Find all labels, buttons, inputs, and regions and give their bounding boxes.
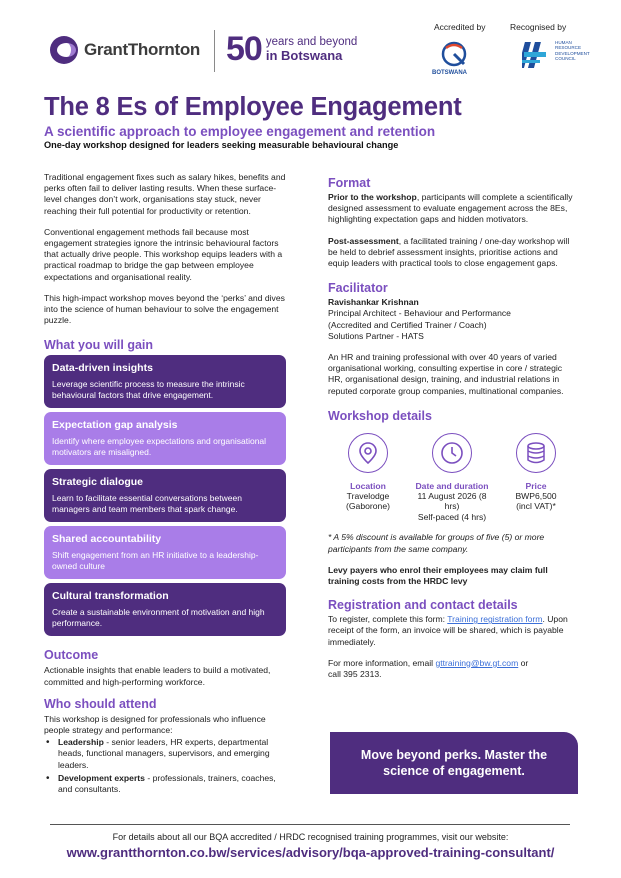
discount-note: * A 5% discount is available for groups of five (5) or more participants from the same company. — [328, 532, 545, 554]
registration-form-link[interactable]: Training registration form — [447, 614, 543, 625]
facilitator-name: Ravishankar Krishnan — [328, 297, 419, 308]
section-heading-gain: What you will gain — [44, 338, 154, 353]
anniversary-line2: in Botswana — [265, 48, 343, 63]
registration-text: To register, complete this form: Training registration form. Upon receipt of the form, an invoice will be shared, which is payable immediately. — [328, 614, 568, 647]
list-item: • Development experts - professionals, trainers, coaches, and consultants. — [44, 773, 290, 795]
workshop-details — [328, 433, 576, 523]
page-title: The 8 Es of Employee Engagement — [44, 93, 462, 121]
section-heading-attend: Who should attend — [44, 696, 157, 711]
footer-text: For details about all our BQA accredited / HRDC recognised training programmes, visit our website: — [112, 832, 509, 842]
gain-card — [44, 469, 286, 522]
format-paragraph: Prior to the workshop, participants will complete a scientifically designed assessment to evaluate engagement across the 8Es, highlighting expectation gaps and hidden motivators. — [328, 192, 573, 225]
left-column — [44, 172, 290, 797]
section-heading-format: Format — [328, 176, 371, 190]
section-heading-outcome: Outcome — [44, 648, 99, 663]
footer-divider — [50, 824, 570, 825]
bqa-text: BOTSWANA — [432, 70, 467, 76]
anniversary-line1: years and beyond — [265, 36, 358, 48]
gain-list — [44, 355, 290, 636]
hrdc-text: HUMAN RESOURCE DEVELOPMENT COUNCIL — [555, 40, 590, 62]
attend-list — [44, 737, 290, 795]
date-value: Self-paced (4 hrs) — [417, 511, 487, 522]
anniversary-logo — [226, 32, 357, 66]
gain-card-description: Create a sustainable environment of motivation and high performance. — [52, 607, 265, 628]
gain-card — [44, 526, 286, 579]
location-value: Travelodge — [346, 490, 390, 501]
gain-card-description: Identify where employee expectations and organisational motivators are misaligned. — [52, 436, 267, 457]
levy-note: Levy payers who enrol their employees may claim full training costs from the HRDC levy — [328, 564, 548, 586]
facilitator-role: Solutions Partner - HATS — [328, 330, 424, 341]
facilitator-role: Principal Architect - Behaviour and Performance — [328, 308, 511, 319]
footer-website-link[interactable]: www.grantthornton.co.bw/services/advisory/bqa-approved-training-consultant/ — [66, 845, 555, 860]
email-link[interactable]: gttraining@bw.gt.com — [435, 657, 519, 668]
intro-paragraph: Conventional engagement methods fail because most engagement strategies ignore the intrinsic behavioural factors that actually drive people. This workshop equips leaders with a practical roadmap to bridge the gap between employee expectations and organisational reality. — [44, 226, 283, 282]
format-paragraph: Post-assessment, a facilitated training / one-day workshop will be held to debrief assessment insights, prioritise actions and equip leaders with practical tools to close engagement gaps. — [328, 235, 570, 269]
list-item: • Leadership - senior leaders, HR experts, departmental heads, functional managers, supervisors, and emerging leaders. — [44, 737, 290, 771]
recognised-label: Recognised by — [510, 22, 567, 32]
gain-card — [44, 583, 286, 636]
header — [0, 0, 621, 88]
intro-paragraph: Traditional engagement fixes such as salary hikes, benefits and perks often fail to deliver lasting results. When these surface-level changes don’t work, organisations stay stuck, never reaching their full potential for productivity or retention. — [44, 172, 286, 216]
grant-thornton-logo-icon — [50, 36, 78, 64]
bqa-logo-icon — [434, 38, 474, 74]
gain-card-description: Learn to facilitate essential conversations between managers and team members that spark change. — [52, 493, 242, 514]
gain-card-title: Data-driven insights — [52, 362, 153, 375]
location-pin-icon — [348, 433, 388, 473]
accredited-label: Accredited by — [434, 22, 486, 32]
location-value: (Gaborone) — [346, 501, 390, 512]
header-divider — [214, 30, 215, 72]
price-detail — [496, 433, 576, 523]
cta-banner: Move beyond perks. Master the science of engagement. — [330, 732, 578, 794]
date-label: Date and duration — [415, 480, 489, 491]
clock-icon — [432, 433, 472, 473]
anniversary-number: 50 — [226, 30, 262, 68]
grant-thornton-logo — [50, 36, 200, 64]
gain-card-title: Cultural transformation — [52, 590, 169, 603]
outcome-text: Actionable insights that enable leaders to build a motivated, committed and high-performing workforce. — [44, 665, 271, 687]
gain-card-title: Expectation gap analysis — [52, 419, 178, 432]
gain-card-title: Strategic dialogue — [52, 476, 144, 489]
gain-card-description: Leverage scientific process to measure the intrinsic behavioural factors that drive engagement. — [52, 379, 245, 400]
brand-name: GrantThornton — [84, 40, 201, 59]
price-label: Price — [525, 480, 547, 491]
date-value: 11 August 2026 (8 hrs) — [417, 490, 487, 512]
contact-text: For more information, email gttraining@bw.gt.com or — [328, 657, 529, 668]
facilitator-bio: An HR and training professional with over 40 years of varied organisational working, consulting expertise in core / strategic HR, organisational design, training, and industrial relations in reputed corporate group companies, multinational companies. — [328, 352, 564, 396]
page-subtitle: A scientific approach to employee engagement and retention — [44, 124, 436, 139]
contact-phone: call 395 2313. — [328, 668, 382, 679]
gain-card-description: Shift engagement from an HR initiative to a leadership-owned culture — [52, 550, 259, 571]
price-value: (incl VAT)* — [516, 501, 556, 512]
page-tagline: One-day workshop designed for leaders seeking measurable behavioural change — [44, 140, 399, 150]
price-value: BWP6,500 — [515, 490, 557, 501]
intro-paragraph: This high-impact workshop moves beyond the ‘perks’ and dives into the science of human behaviour to solve the engagement puzzle. — [44, 292, 285, 326]
gain-card-title: Shared accountability — [52, 533, 162, 546]
gain-card — [44, 412, 286, 465]
gain-card — [44, 355, 286, 408]
coins-icon — [516, 433, 556, 473]
section-heading-facilitator: Facilitator — [328, 281, 388, 296]
location-label: Location — [350, 480, 386, 491]
right-column — [328, 176, 578, 680]
facilitator-role: (Accredited and Certified Trainer / Coach) — [328, 319, 487, 330]
attend-intro: This workshop is designed for professionals who influence people strategy and performance: — [44, 713, 266, 736]
date-detail — [412, 433, 492, 523]
location-detail — [328, 433, 408, 523]
section-heading-registration: Registration and contact details — [328, 598, 518, 613]
section-heading-workshop: Workshop details — [328, 408, 432, 423]
